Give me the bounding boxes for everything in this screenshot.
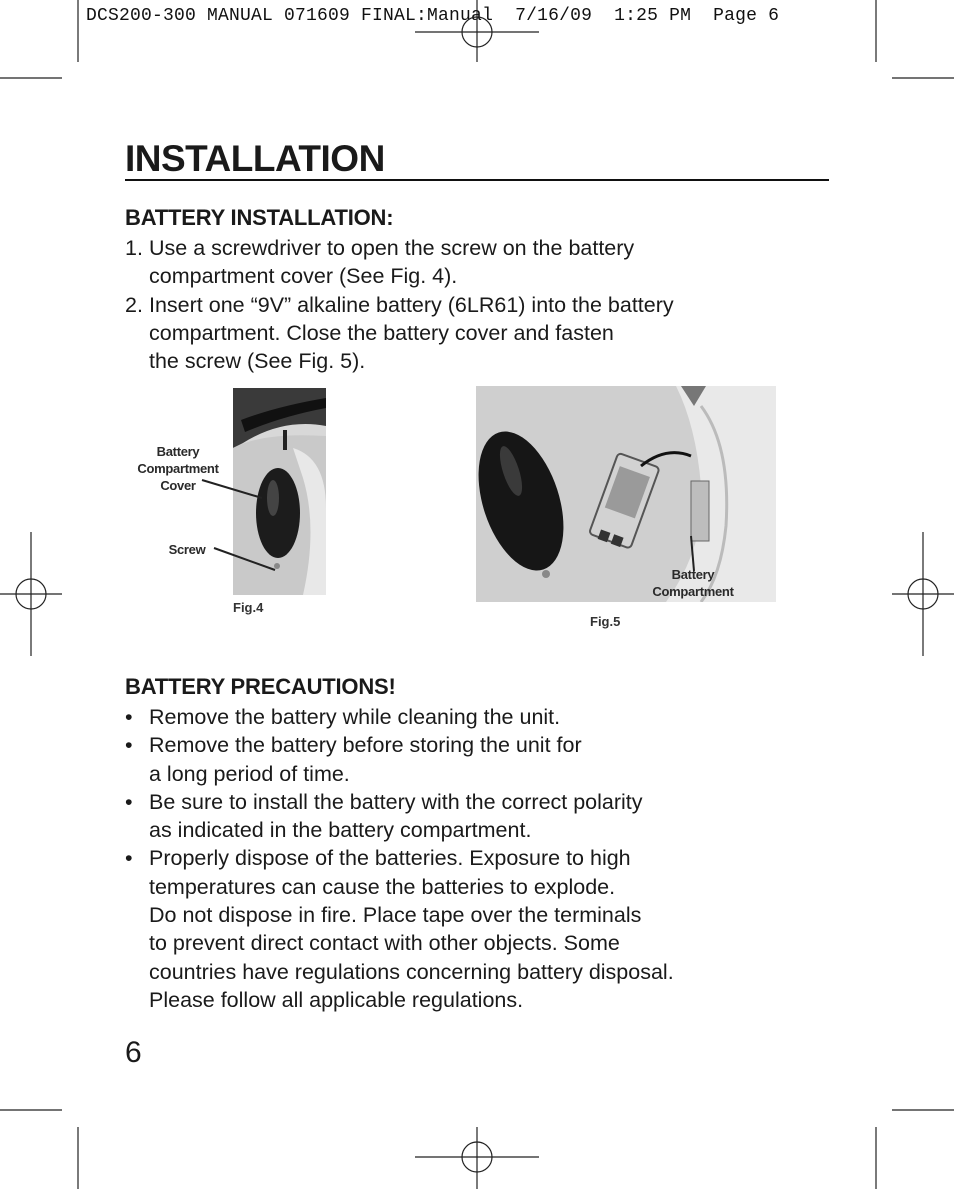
- precaution-text: Be sure to install the battery with the correct polarity: [149, 789, 643, 814]
- fig4-callout-cover: Battery Compartment Cover: [137, 444, 219, 493]
- precautions-list: [125, 703, 825, 1014]
- step-text: the screw (See Fig. 5).: [149, 349, 366, 374]
- registration-mark-top: [415, 0, 539, 62]
- bullet: •: [125, 846, 133, 871]
- step-text: Insert one “9V” alkaline battery (6LR61) into the battery: [149, 292, 674, 317]
- step-number: 1.: [125, 236, 143, 260]
- precaution-text: Remove the battery while cleaning the unit.: [149, 705, 561, 729]
- list-item: [125, 291, 825, 376]
- battery-installation-heading: BATTERY INSTALLATION:: [125, 205, 394, 230]
- precaution-text: a long period of time.: [149, 761, 350, 786]
- precaution-text: to prevent direct contact with other objects. Some: [149, 931, 620, 956]
- precaution-text: as indicated in the battery compartment.: [149, 818, 532, 843]
- list-item: [125, 234, 825, 291]
- step-text: compartment. Close the battery cover and fasten: [149, 320, 614, 345]
- precaution-text: countries have regulations concerning battery disposal.: [149, 959, 674, 984]
- precaution-text: Remove the battery before storing the unit for: [149, 733, 582, 758]
- bullet: •: [125, 705, 133, 729]
- battery-precautions-heading: BATTERY PRECAUTIONS!: [125, 674, 396, 699]
- fig5-caption: Fig.5: [590, 614, 621, 629]
- bullet: •: [125, 789, 133, 814]
- print-slug: DCS200-300 MANUAL 071609 FINAL:Manual 7/16/09 1:25 PM Page 6: [86, 6, 780, 26]
- step-text: Use a screwdriver to open the screw on the battery: [149, 236, 635, 260]
- fig4-callout-screw: Screw: [168, 542, 206, 557]
- precaution-text: Please follow all applicable regulations.: [149, 987, 524, 1012]
- registration-mark-right: [892, 532, 954, 656]
- installation-steps: [125, 234, 825, 375]
- list-item: [125, 731, 825, 788]
- title-rule: [125, 179, 829, 181]
- precaution-text: temperatures can cause the batteries to explode.: [149, 874, 616, 899]
- fig4-caption: Fig.4: [233, 600, 264, 615]
- fig5-callout-compartment: Battery Compartment: [652, 567, 734, 599]
- step-number: 2.: [125, 292, 143, 317]
- bullet: •: [125, 733, 133, 758]
- list-item: [125, 703, 825, 731]
- page-number: 6: [125, 1036, 142, 1069]
- list-item: [125, 788, 825, 845]
- precaution-text: Properly dispose of the batteries. Exposure to high: [149, 846, 631, 871]
- registration-mark-bottom: [415, 1127, 539, 1189]
- page-title: INSTALLATION: [125, 138, 385, 179]
- registration-mark-left: [0, 532, 62, 656]
- list-item: [125, 844, 825, 1014]
- precaution-text: Do not dispose in fire. Place tape over the terminals: [149, 903, 642, 928]
- fig4-leader-lines: [200, 470, 280, 580]
- step-text: compartment cover (See Fig. 4).: [149, 264, 458, 289]
